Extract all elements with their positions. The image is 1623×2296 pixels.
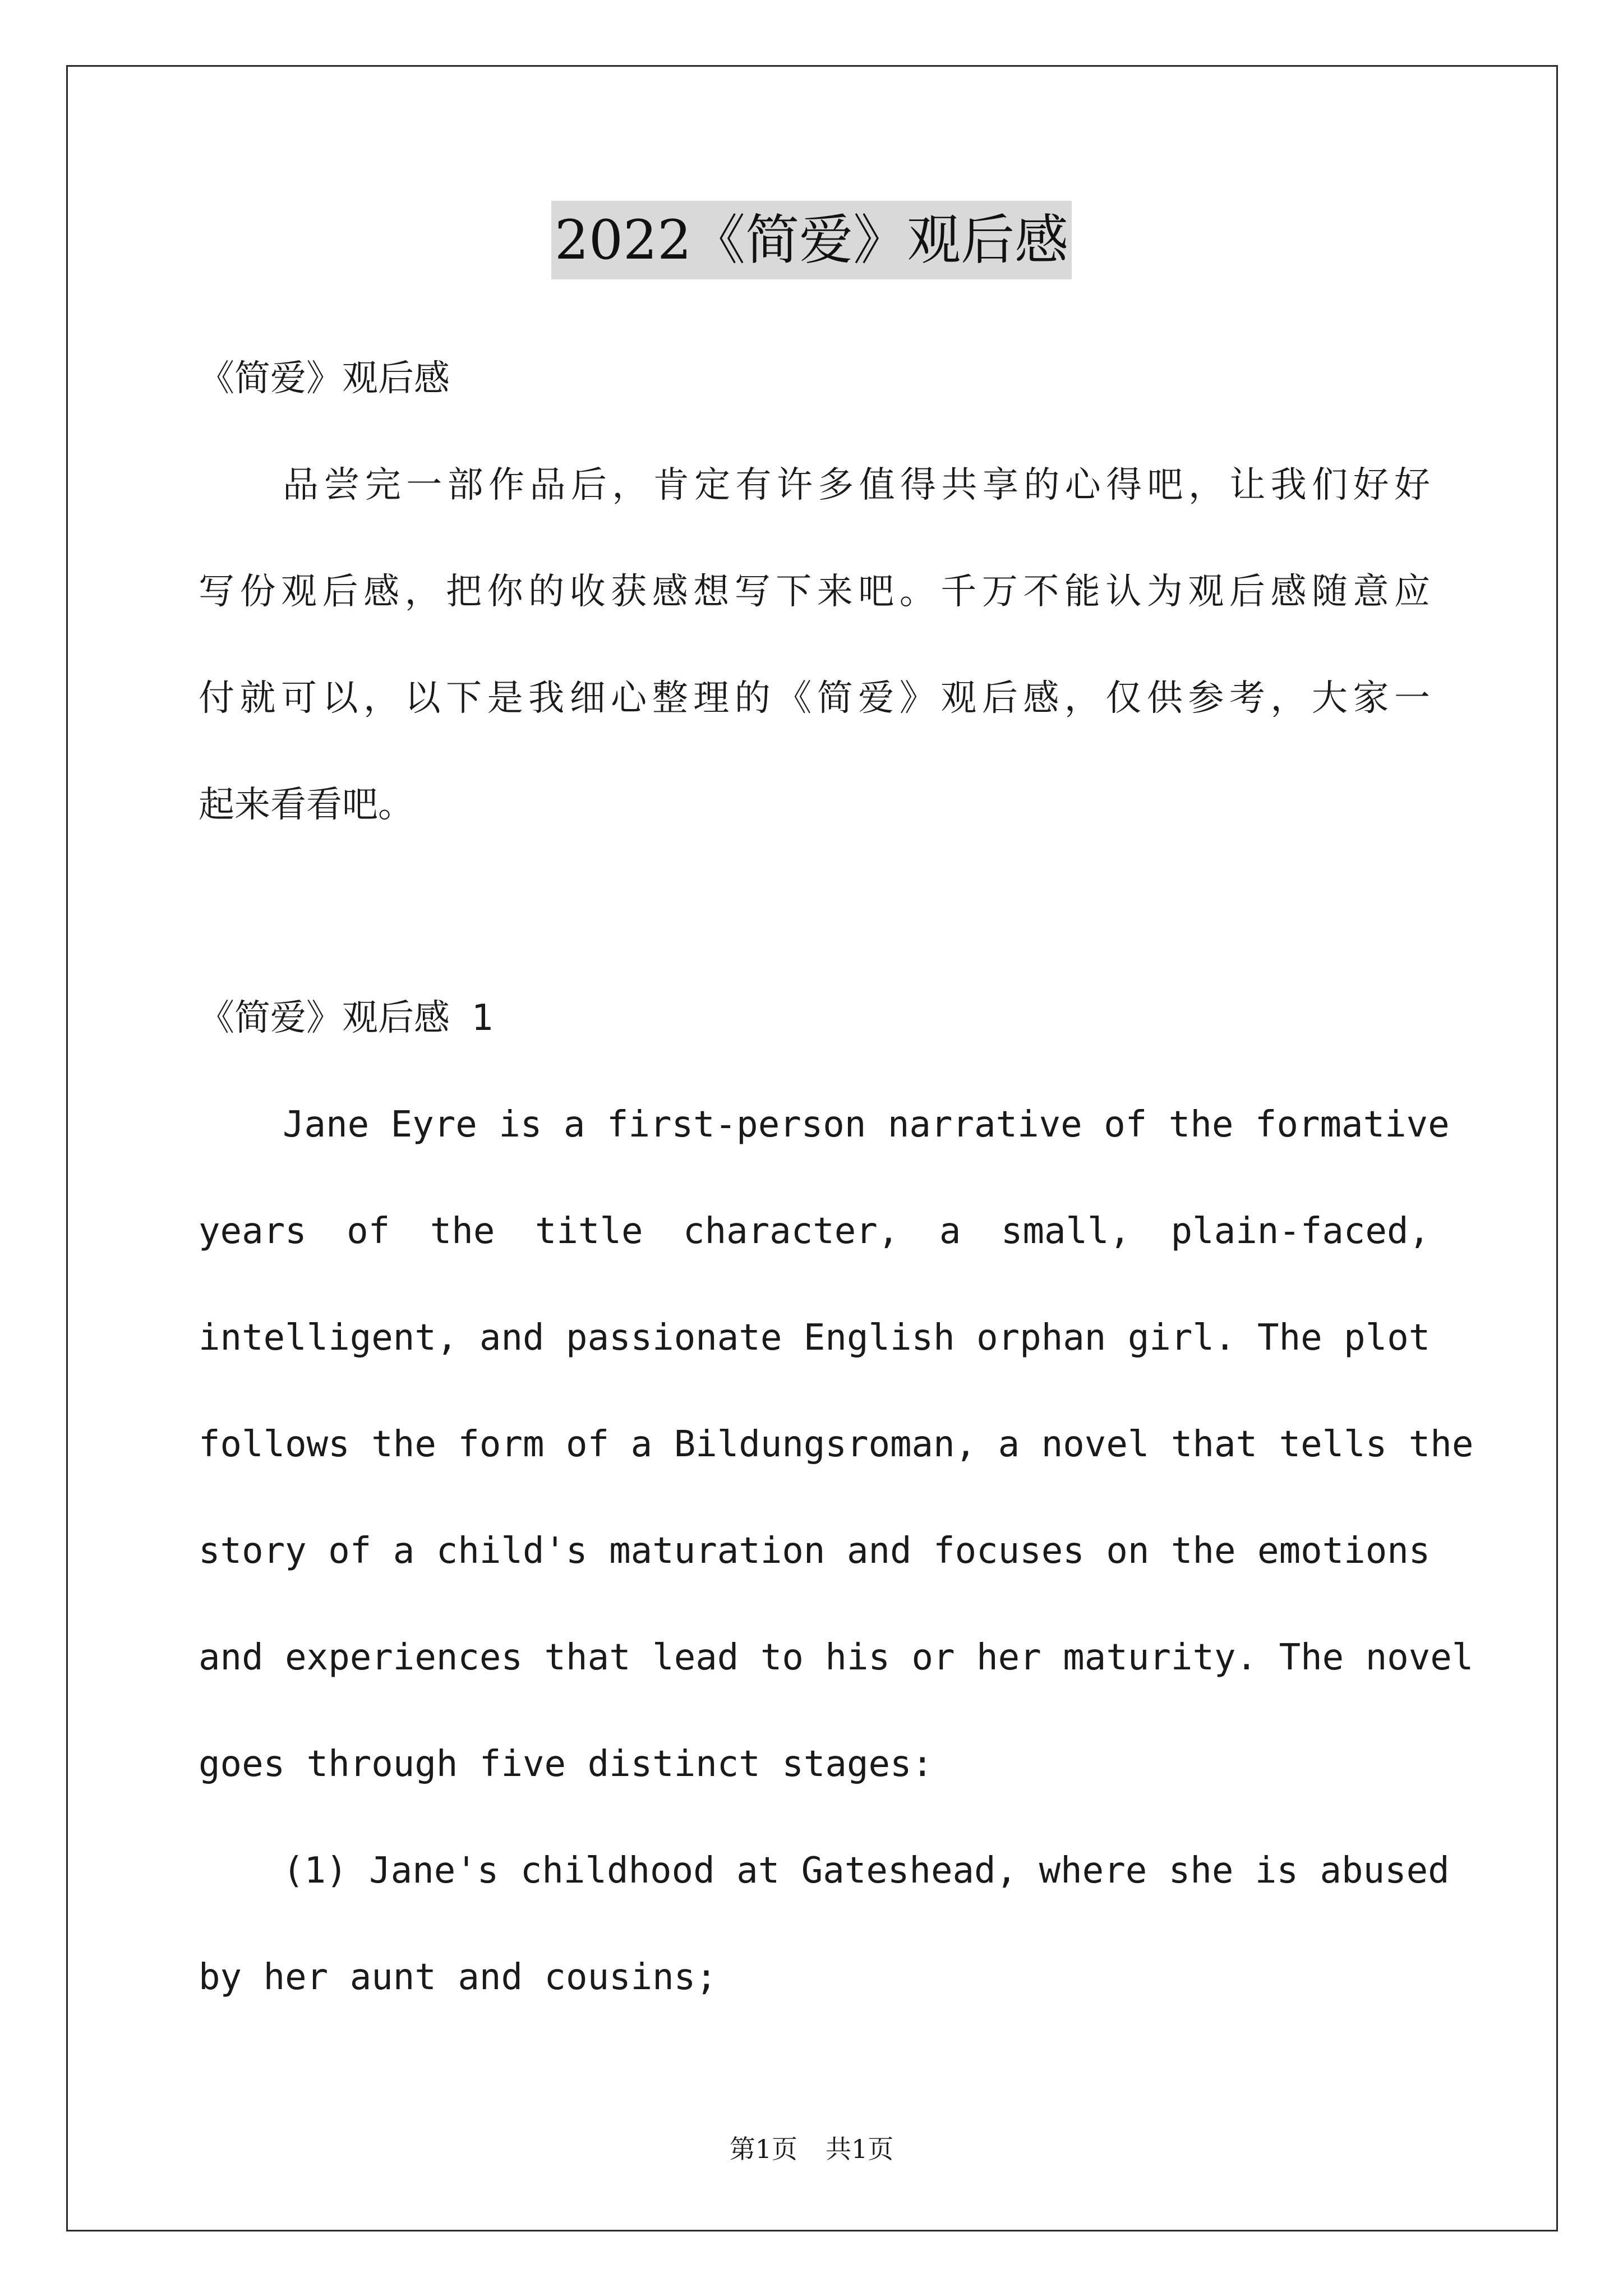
body-line-6: and experiences that lead to his or her maturity. The novel xyxy=(199,1637,1474,1678)
body-line-7: goes through five distinct stages: xyxy=(199,1743,934,1785)
document-title: 2022《简爱》观后感 xyxy=(551,201,1072,279)
body-line-3: intelligent, and passionate English orphan girl. The plot xyxy=(199,1317,1431,1359)
title-container xyxy=(0,201,1623,279)
body-line-1: Jane Eyre is a first-person narrative of the formative xyxy=(283,1104,1450,1145)
intro-line-3: 付就可以，以下是我细心整理的《简爱》观后感，仅供参考，大家一 xyxy=(199,678,1430,719)
blank-line xyxy=(199,858,1430,965)
stage-line-1: (1) Jane's childhood at Gateshead, where she is abused xyxy=(283,1850,1450,1892)
intro-line-4: 起来看看吧。 xyxy=(199,784,414,826)
body-line-4: follows the form of a Bildungsroman, a novel that tells the xyxy=(199,1424,1474,1465)
heading: 《简爱》观后感 xyxy=(199,358,450,399)
page-total: 共1页 xyxy=(826,2134,894,2164)
stage-line-2: by her aunt and cousins; xyxy=(199,1957,717,1998)
section-heading: 《简爱》观后感 1 xyxy=(199,997,494,1039)
body-line-5: story of a child's maturation and focuses on the emotions xyxy=(199,1530,1431,1572)
intro-line-2: 写份观后感，把你的收获感想写下来吧。千万不能认为观后感随意应 xyxy=(199,571,1430,613)
page-number: 第1页 xyxy=(729,2134,797,2164)
document-body xyxy=(199,325,1474,2031)
intro-line-1: 品尝完一部作品后，肯定有许多值得共享的心得吧，让我们好好 xyxy=(283,464,1430,506)
body-line-2: years of the title character, a small, plain-faced, xyxy=(199,1211,1430,1252)
page-footer xyxy=(0,2129,1623,2166)
